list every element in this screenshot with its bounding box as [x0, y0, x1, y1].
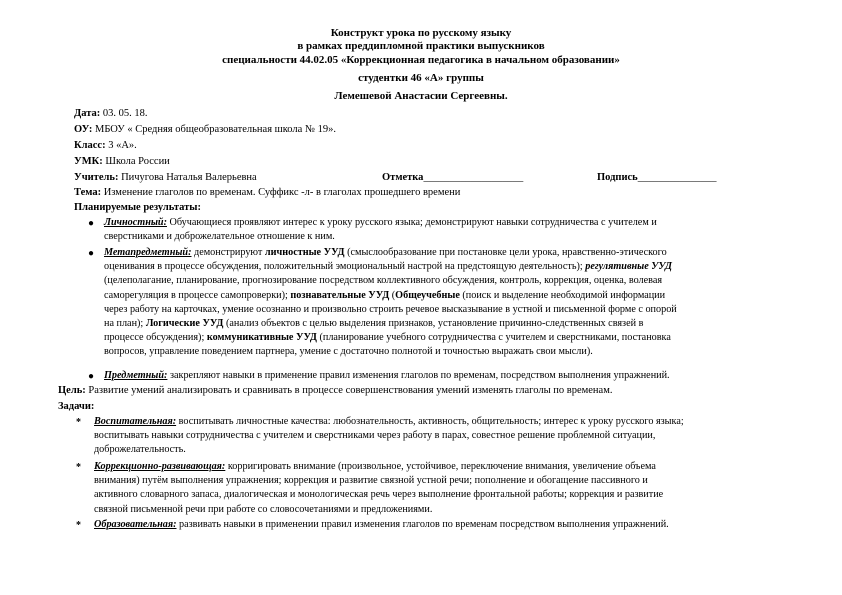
- signature-blank: _______________: [637, 172, 717, 183]
- meta-text-6c: (анализ объектов с целью выделения признаков, установление причинно-следственных связей в: [223, 318, 644, 330]
- meta-text-4e: (поиск и выделение необходимой информации: [459, 289, 666, 301]
- results-heading: Планируемые результаты:: [74, 202, 201, 213]
- meta-text-6b: Логические УУД: [145, 318, 224, 330]
- signature-label: Подпись: [597, 172, 638, 183]
- subject-result: [104, 369, 804, 383]
- umk-label: УМК:: [74, 156, 103, 167]
- teacher-label: Учитель:: [74, 172, 119, 183]
- task-formative: [94, 518, 804, 532]
- bullet-dot-icon: ●: [88, 248, 95, 259]
- meta-text-3: (целеполагание, планирование, прогнозирование посредством коллективного обсуждения, контроль, коррекция, оценка, волевая: [104, 275, 663, 287]
- asterisk-bullet-icon: *: [76, 417, 81, 428]
- date-label: Дата:: [74, 108, 101, 119]
- umk-line: [74, 156, 170, 168]
- personal-text-2: сверстниками и доброжелательное отношение к ним.: [104, 231, 335, 243]
- meta-text-5: через работу на карточках, умение осознанно и произвольно строить речевое высказывание в устной и письменной форме с опорой: [104, 303, 677, 315]
- personal-label: Личностный:: [104, 217, 167, 228]
- personal-result: [104, 216, 804, 244]
- correctional-text-4: связной письменной речи при работе со словосочетаниями и предложениями.: [94, 503, 433, 515]
- date-value: 03. 05. 18.: [100, 108, 148, 119]
- meta-text-8: вопросов, управление поведением партнера, умение с достаточно полнотой и точностью выражать свои мысли).: [104, 346, 593, 358]
- header-line-3: специальности 44.02.05 «Коррекционная педагогика в начальном образовании»: [222, 54, 620, 66]
- mark-label: Отметка: [382, 172, 424, 183]
- mark-blank: ___________________: [423, 172, 524, 183]
- task-educational: [94, 415, 804, 458]
- header-line-5: Лемешевой Анастасии Сергеевны.: [334, 90, 508, 102]
- correctional-label: Коррекционно-развивающая:: [94, 461, 226, 472]
- meta-result: [104, 246, 804, 360]
- formative-label: Образовательная:: [94, 519, 177, 530]
- meta-text-1a: демонстрируют: [191, 247, 265, 258]
- header-line-2: в рамках преддипломной практики выпускников: [297, 40, 545, 52]
- teacher-value: Пичугова Наталья Валерьевна: [118, 172, 257, 183]
- goal-label: Цель:: [58, 385, 86, 396]
- educational-label: Воспитательная:: [94, 416, 177, 427]
- meta-text-7c: (планирование учебного сотрудничества с учителем и сверстниками, постановка: [316, 332, 671, 344]
- mark-line: [382, 172, 523, 184]
- meta-text-6a: на план);: [104, 318, 146, 330]
- meta-text-2b: регулятивные УУД: [585, 261, 673, 273]
- teacher-line: [74, 172, 257, 184]
- subject-label: Предметный:: [104, 370, 168, 381]
- ou-label: ОУ:: [74, 124, 93, 135]
- educational-text-1: воспитывать личностные качества: любознательность, активность, общительность; интерес к уроку русского языка;: [176, 416, 684, 427]
- correctional-text-3: активного словарного запаса, диалогическая и монологическая речь через выполнение фронтальной работы; коррекция и развитие: [94, 489, 664, 501]
- topic-value: Изменение глаголов по временам. Суффикс -л- в глаголах прошедшего времени: [101, 187, 461, 198]
- bullet-dot-icon: ●: [88, 218, 95, 229]
- asterisk-bullet-icon: *: [76, 462, 81, 473]
- meta-text-7b: коммуникативные УУД: [206, 332, 317, 344]
- class-label: Класс:: [74, 140, 106, 151]
- date-line: [74, 108, 148, 120]
- formative-text-1: развивать навыки в применении правил изменения глаголов по временам посредством выполнения упражнений.: [176, 519, 669, 530]
- umk-value: Школа России: [102, 156, 170, 167]
- goal-line: [58, 385, 612, 397]
- header-line-1: Конструкт урока по русскому языку: [330, 27, 512, 39]
- signature-line: [597, 172, 717, 184]
- meta-text-7a: процессе обсуждения);: [104, 332, 207, 344]
- meta-text-4b: познавательные УУД: [290, 289, 390, 301]
- ou-value: МБОУ « Средняя общеобразовательная школа № 19».: [92, 124, 336, 135]
- topic-line: [74, 187, 460, 199]
- header-line-4: студентки 46 «А» группы: [358, 72, 484, 84]
- asterisk-bullet-icon: *: [76, 520, 81, 531]
- meta-label: Метапредметный:: [104, 247, 192, 258]
- personal-text-1: Обучающиеся проявляют интерес к уроку русского языка; демонстрируют навыки сотрудничества с учителем и: [166, 217, 657, 228]
- meta-text-4c: (: [389, 289, 396, 301]
- correctional-text-1: корригировать внимание (произвольное, устойчивое, переключение внимания, увеличение объема: [225, 461, 656, 472]
- tasks-heading: Задачи:: [58, 401, 95, 412]
- goal-value: Развитие умений анализировать и сравнивать в процессе совершенствования умений изменять глаголы по временам.: [85, 385, 613, 396]
- meta-text-2a: оценивания в процессе обсуждения, положительный эмоциональный настрой на предстоящую деятельность);: [104, 261, 586, 273]
- meta-text-4a: саморегуляция в процессе самопроверки);: [104, 289, 291, 301]
- educational-text-3: доброжелательность.: [94, 444, 186, 456]
- ou-line: [74, 124, 336, 136]
- educational-text-2: воспитывать навыки сотрудничества с учителем и сверстниками через работу в парах, совестное решение проблемной ситуации,: [94, 430, 656, 442]
- bullet-dot-icon: ●: [88, 371, 95, 382]
- subject-text-1: закрепляют навыки в применение правил изменения глаголов по временам, посредством выполнения упражнений.: [167, 370, 670, 381]
- task-correctional: [94, 460, 804, 517]
- meta-text-1c: (смыслообразование при постановке цели урока, нравственно-этического: [344, 247, 667, 258]
- class-value: 3 «А».: [105, 140, 137, 151]
- class-line: [74, 140, 137, 152]
- meta-text-1b: личностные УУД: [264, 247, 345, 258]
- meta-text-4d: Общеучебные: [395, 289, 460, 301]
- topic-label: Тема:: [74, 187, 102, 198]
- correctional-text-2: внимания) путём выполнения упражнения; коррекция и развитие связной устной речи; пополнение и обогащение пассивного и: [94, 475, 648, 487]
